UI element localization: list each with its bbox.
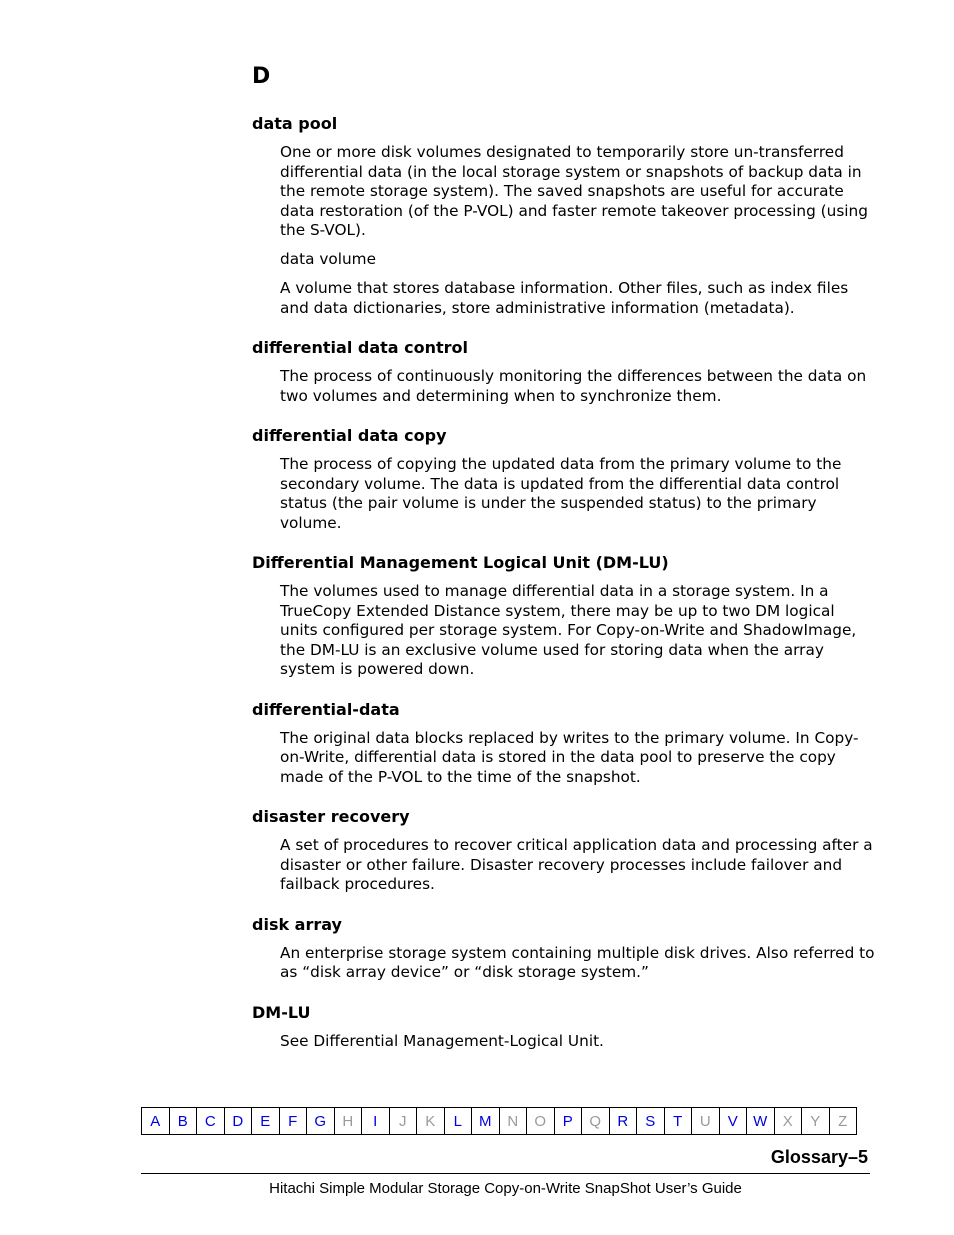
definition-paragraph: The volumes used to manage differential data in a storage system. In a TrueCopy Extended Distance system, there may be up to two DM logical units configured per storage system. For Copy-on-Write and ShadowImage, the DM-LU is an exclusive volume used for storing data when the array system is powered down.: [280, 582, 857, 678]
index-letter-s[interactable]: S: [637, 1108, 665, 1135]
index-letter-y: Y: [802, 1108, 830, 1135]
glossary-term: Differential Management Logical Unit (DM-LU): [252, 553, 669, 572]
index-letter-q: Q: [582, 1108, 610, 1135]
definition-paragraph: A volume that stores database information. Other files, such as index files and data dictionaries, store administrative information (metadata).: [280, 279, 849, 317]
glossary-definition: [280, 836, 877, 895]
glossary-definition: [280, 1032, 877, 1052]
index-letter-z: Z: [829, 1108, 857, 1135]
section-letter: D: [252, 64, 271, 89]
glossary-term: disk array: [252, 914, 342, 934]
definition-paragraph: A set of procedures to recover critical application data and processing after a disaster or other failure. Disaster recovery processes include failover and failback procedures.: [280, 836, 873, 893]
index-letter-a[interactable]: A: [142, 1108, 170, 1135]
glossary-entry: [252, 1003, 877, 1052]
glossary-definition: [280, 582, 877, 680]
index-letter-l[interactable]: L: [444, 1108, 472, 1135]
index-letter-u: U: [692, 1108, 720, 1135]
glossary-entry: [252, 114, 877, 318]
index-letter-p[interactable]: P: [554, 1108, 582, 1135]
index-letter-b[interactable]: B: [169, 1108, 197, 1135]
index-letter-j: J: [389, 1108, 417, 1135]
index-letter-w[interactable]: W: [747, 1108, 775, 1135]
index-letter-m[interactable]: M: [472, 1108, 500, 1135]
alphabet-index-row: [142, 1108, 857, 1135]
glossary-definition: [280, 455, 877, 533]
index-letter-k: K: [417, 1108, 445, 1135]
glossary-term: differential data control: [252, 338, 469, 357]
definition-paragraph: See Differential Management-Logical Unit.: [280, 1031, 604, 1050]
glossary-entry: [252, 915, 877, 983]
definition-paragraph: The process of continuously monitoring the differences between the data on two volumes and determining when to synchronize them.: [280, 367, 867, 405]
index-letter-v[interactable]: V: [719, 1108, 747, 1135]
glossary-entry: [252, 553, 877, 680]
definition-paragraph: data volume: [280, 250, 376, 268]
index-letter-i[interactable]: I: [362, 1108, 390, 1135]
index-letter-o: O: [527, 1108, 555, 1135]
glossary-definition: [280, 143, 877, 318]
glossary-definition: [280, 367, 877, 406]
glossary-term: disaster recovery: [252, 807, 410, 826]
index-letter-x: X: [774, 1108, 802, 1135]
glossary-entries: [252, 114, 877, 1071]
index-letter-g[interactable]: G: [307, 1108, 335, 1135]
index-letter-t[interactable]: T: [664, 1108, 692, 1135]
index-letter-f[interactable]: F: [279, 1108, 307, 1135]
glossary-entry: [252, 338, 877, 406]
glossary-entry: [252, 700, 877, 788]
index-letter-c[interactable]: C: [197, 1108, 225, 1135]
glossary-term: differential data copy: [252, 426, 447, 445]
footer-title: Hitachi Simple Modular Storage Copy-on-Write SnapShot User’s Guide: [269, 1180, 742, 1197]
index-letter-e[interactable]: E: [252, 1108, 280, 1135]
footer-divider: [141, 1173, 870, 1174]
definition-paragraph: One or more disk volumes designated to temporarily store un-transferred differential data (in the local storage system or snapshots of backup data in the remote storage system). The saved snapshots are useful for accurate data restoration (of the P-VOL) and faster remote takeover processing (using the S-VOL).: [280, 143, 868, 239]
index-letter-h: H: [334, 1108, 362, 1135]
glossary-entry: [252, 807, 877, 895]
index-letter-d[interactable]: D: [224, 1108, 252, 1135]
index-letter-n: N: [499, 1108, 527, 1135]
glossary-definition: [280, 729, 877, 788]
alphabet-index: [141, 1107, 857, 1135]
glossary-term: differential-data: [252, 699, 400, 719]
definition-paragraph: An enterprise storage system containing multiple disk drives. Also referred to as “disk array device” or “disk storage system.”: [280, 943, 875, 981]
glossary-definition: [280, 944, 877, 983]
page-number: Glossary–5: [770, 1147, 868, 1167]
glossary-entry: [252, 426, 877, 533]
definition-paragraph: The original data blocks replaced by writes to the primary volume. In Copy-on-Write, differential data is stored in the data pool to preserve the copy made of the P-VOL to the time of the snapshot.: [280, 728, 859, 786]
index-letter-r[interactable]: R: [609, 1108, 637, 1135]
definition-paragraph: The process of copying the updated data from the primary volume to the secondary volume. The data is updated from the differential data control status (the pair volume is under the suspended status) to the primary volume.: [280, 455, 842, 532]
glossary-term: DM-LU: [252, 1002, 311, 1022]
glossary-term: data pool: [252, 114, 338, 133]
